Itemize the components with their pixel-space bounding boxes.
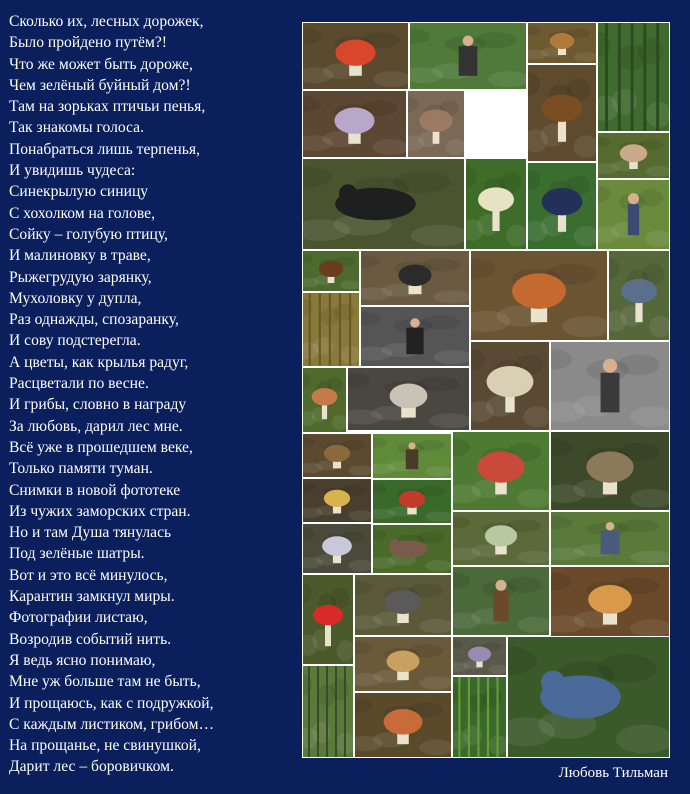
poem-line: Там на зорьках птичьи пенья,	[9, 98, 206, 116]
poem-line: Но и там Душа тянулась	[9, 524, 172, 542]
poem-line: Мухоловку у дупла,	[9, 289, 142, 307]
white-puffball-photo	[465, 158, 527, 250]
small-mushrooms-photo	[597, 132, 670, 179]
violet-cluster-photo	[452, 636, 507, 676]
poem-line: И прощаюсь, как с подружкой,	[9, 694, 214, 712]
poem-line: Фотографии листаю,	[9, 609, 148, 627]
poem-line: Сойку – голубую птицу,	[9, 225, 168, 243]
chaffinch-photo	[372, 524, 452, 574]
poem-line: Расцветали по весне.	[9, 375, 149, 393]
poem-line: Только памяти туман.	[9, 460, 153, 478]
poem-line: Рыжегрудую зарянку,	[9, 268, 152, 286]
poem-line: Синекрылую синицу	[9, 183, 149, 201]
photo-collage	[302, 22, 670, 758]
poem-line: С каждым листиком, грибом…	[9, 715, 215, 733]
violet-mushroom-photo	[302, 90, 407, 158]
poem	[9, 11, 294, 778]
man-sitting-photo	[550, 511, 670, 566]
poem-line: Мне уж больше там не быть,	[9, 673, 201, 691]
blackbird-photo	[302, 158, 465, 250]
parasol-mushrooms-photo	[302, 367, 347, 433]
orange-cluster-photo	[550, 566, 670, 640]
poem-line: А цветы, как крылья радуг,	[9, 353, 189, 371]
mossy-bark-photo	[302, 292, 360, 367]
poem-line: Что же может быть дороже,	[9, 55, 193, 73]
poem-line: На прощанье, не свинушкой,	[9, 737, 201, 755]
porcini-photo	[527, 64, 597, 162]
poem-line: И малиновку в траве,	[9, 247, 151, 265]
red-russula-photo	[452, 431, 550, 511]
orange-bolete-photo	[470, 250, 608, 341]
poem-line: Я ведь ясно понимаю,	[9, 651, 156, 669]
poem-line: Вот и это всё минулось,	[9, 566, 168, 584]
leaf-litter-photo	[302, 433, 372, 478]
forest-path-walker-photo	[597, 22, 670, 132]
nuthatch-photo	[507, 636, 670, 758]
poem-line: И грибы, словно в награду	[9, 396, 187, 414]
black-trumpets-photo	[360, 250, 470, 306]
poem-line: Карантин замкнул миры.	[9, 588, 175, 606]
fly-agaric-photo	[302, 22, 409, 90]
poem-line: Всё уже в прошедшем веке,	[9, 438, 193, 456]
old-photo-woman	[550, 341, 670, 431]
scaly-mushroom-photo	[354, 574, 452, 636]
woman-sitting-photo	[409, 22, 527, 90]
greenish-mushroom-photo	[452, 511, 550, 566]
beech-forest-photo	[302, 665, 354, 758]
poem-line: Так знакомы голоса.	[9, 119, 144, 137]
dung-beetle-photo	[527, 162, 597, 250]
picnic-table-photo	[452, 566, 550, 636]
poem-line: За любовь, дарил лес мне.	[9, 417, 183, 435]
honey-fungus-photo	[354, 636, 452, 692]
fly-agaric-white-dots-photo	[302, 574, 354, 665]
mushrooms-leaves-photo	[527, 22, 597, 64]
brown-caps-photo	[407, 90, 465, 158]
person-in-meadow-photo	[597, 179, 670, 250]
poem-line: Чем зелёный буйный дом?!	[9, 76, 191, 94]
poem-line: Под зелёные шатры.	[9, 545, 145, 563]
poem-line: Было пройдено путём?!	[9, 34, 167, 52]
author-signature: Любовь Тильман	[558, 765, 668, 781]
poem-line: Из чужих заморских стран.	[9, 502, 191, 520]
poem-line: Возродив событий нить.	[9, 630, 172, 648]
poem-line: Раз однажды, спозаранку,	[9, 311, 179, 329]
poem-line: Дарит лес – боровичком.	[9, 758, 174, 776]
pale-mushrooms-photo	[470, 341, 550, 431]
poem-line: И сову подстерегла.	[9, 332, 141, 350]
brown-bolete-photo	[302, 250, 360, 292]
grey-stones-photo	[347, 367, 470, 431]
poem-line: Сколько их, лесных дорожек,	[9, 13, 204, 30]
poem-line: С хохолком на голове,	[9, 204, 155, 222]
forest-floor-photo	[550, 431, 670, 511]
yellow-caps-photo	[302, 478, 372, 523]
small-brown-caps-photo	[354, 692, 452, 758]
white-lilac-cap-photo	[302, 523, 372, 574]
old-group-photo	[360, 306, 470, 367]
red-berries-photo	[372, 479, 452, 524]
poem-line: Понабраться лишь терпенья,	[9, 140, 200, 158]
poem-line: Снимки в новой фототеке	[9, 481, 181, 499]
poem-line: И увидишь чудеса:	[9, 162, 136, 180]
bluish-mushroom-photo	[608, 250, 670, 341]
ferns-photo	[452, 676, 507, 758]
couple-meadow-photo	[372, 433, 452, 479]
